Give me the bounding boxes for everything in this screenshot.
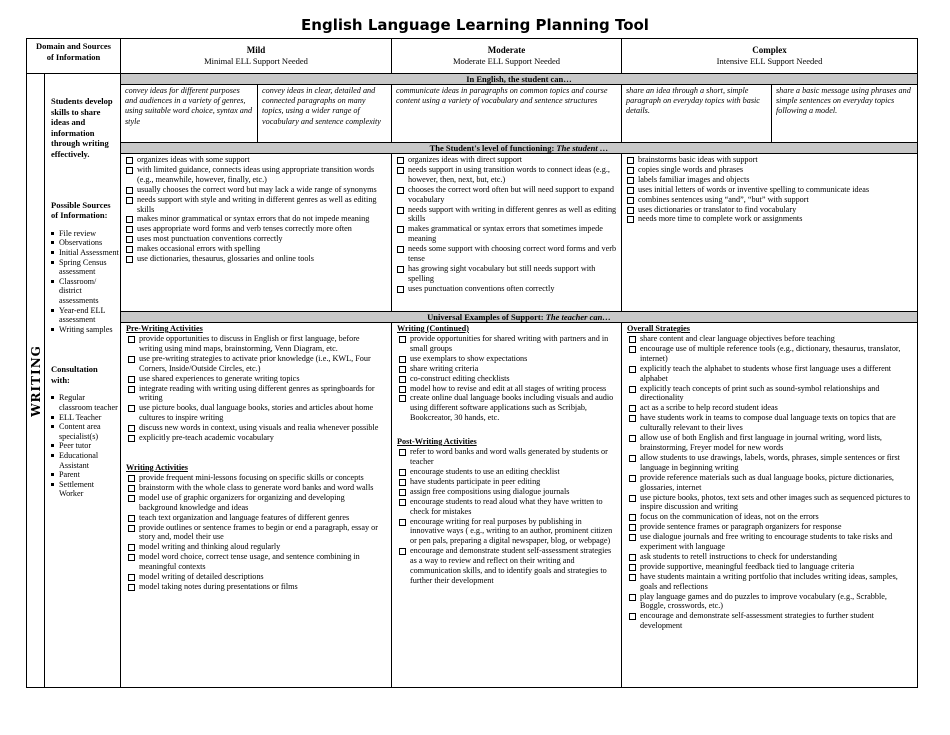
consult-item: Settlement Worker: [51, 480, 120, 499]
consult-item: Educational Assistant: [51, 451, 120, 470]
support-item: ask students to retell instructions to check for understanding: [627, 552, 911, 562]
functioning-item: uses most punctuation conventions correctly: [124, 234, 387, 244]
support-item: encourage students to use an editing checklist: [397, 467, 615, 477]
support-item: have students maintain a writing portfolio that includes writing ideas, samples, goals and reflections: [627, 572, 911, 592]
support-item: explicitly teach the alphabet to students whose first language uses a different alphabet: [627, 364, 911, 384]
support-item: model use of graphic organizers for organizing and developing background knowledge and ideas: [126, 493, 385, 513]
support-item: encourage use of multiple reference tools (e.g., dictionary, thesaurus, translator, internet): [627, 344, 911, 364]
support-item: assign free compositions using dialogue journals: [397, 487, 615, 497]
consult-item: Parent: [51, 470, 120, 480]
header-mild-name: Mild: [246, 45, 266, 55]
postwriting-list: [397, 447, 615, 586]
band-functioning-italic: The student …: [556, 143, 609, 153]
functioning-item: organizes ideas with some support: [124, 155, 387, 165]
functioning-item: use dictionaries, thesaurus, glossaries and online tools: [124, 254, 387, 264]
can-complex-a: share an idea through a short, simple paragraph on everyday topics with basic details.: [621, 85, 771, 142]
writing-list: [126, 473, 385, 592]
support-item: model taking notes during presentations or films: [126, 582, 385, 592]
planning-table: [26, 38, 918, 688]
support-item: create online dual language books including visuals and audio using different software applications such as Scribjab, Bookcreator, 30 hands, etc.: [397, 393, 615, 423]
source-item: Classroom/ district assessments: [51, 277, 120, 306]
support-item: provide opportunities for shared writing with partners and in small groups: [397, 334, 615, 354]
sidebar-sources-list: [45, 229, 120, 335]
can-mild-a: convey ideas for different purposes and audiences in a variety of genres, using suitable word choice, syntax and style: [120, 85, 257, 142]
header-mild: [120, 39, 391, 73]
functioning-moderate-list: [395, 155, 617, 294]
can-complex-b: share a basic message using phrases and simple sentences on everyday topics following a model.: [771, 85, 917, 142]
functioning-item: has growing sight vocabulary but still needs support with spelling: [395, 264, 617, 284]
functioning-item: uses punctuation conventions often correctly: [395, 284, 617, 294]
support-item: provide frequent mini-lessons focusing on specific skills or concepts: [126, 473, 385, 483]
functioning-item: labels familiar images and objects: [625, 175, 913, 185]
functioning-item: makes grammatical or syntax errors that sometimes impede meaning: [395, 224, 617, 244]
source-item: Initial Assessment: [51, 248, 120, 258]
functioning-item: needs support with writing in different genres as well as editing skills: [395, 205, 617, 225]
support-item: explicitly pre-teach academic vocabulary: [126, 433, 385, 443]
functioning-complex-list: [625, 155, 913, 224]
functioning-item: brainstorms basic ideas with support: [625, 155, 913, 165]
support-item: have students work in teams to compose dual language texts on topics that are culturally relevant to their lives: [627, 413, 911, 433]
band-support-italic: The teacher can…: [545, 312, 611, 322]
functioning-item: needs support in using transition words to connect ideas (e.g., however, then, next, but, etc.): [395, 165, 617, 185]
prewriting-heading: Pre-Writing Activities: [126, 324, 203, 333]
consult-item: Regular classroom teacher: [51, 393, 120, 412]
sidebar-consult-list: [45, 393, 120, 499]
support-item: act as a scribe to help record student ideas: [627, 403, 911, 413]
support-item: brainstorm with the whole class to generate word banks and word walls: [126, 483, 385, 493]
band-support-prefix: Universal Examples of Support:: [427, 312, 546, 322]
support-item: provide sentence frames or paragraph organizers for response: [627, 522, 911, 532]
header-mild-sub: Minimal ELL Support Needed: [204, 55, 308, 66]
support-item: discuss new words in context, using visuals and realia whenever possible: [126, 423, 385, 433]
support-item: provide opportunities to discuss in English or first language, before writing using mind maps, brainstorming, Venn Diagram, etc.: [126, 334, 385, 354]
sidebar: [44, 73, 120, 687]
support-item: model how to revise and edit at all stages of writing process: [397, 384, 615, 394]
support-item: explicitly teach concepts of print such as sound-symbol relationships and directionality: [627, 384, 911, 404]
functioning-moderate: [391, 154, 621, 311]
support-item: allow use of both English and first language in journal writing, word lists, brainstorming, Freyer model for new words: [627, 433, 911, 453]
functioning-item: makes occasional errors with spelling: [124, 244, 387, 254]
header-moderate-name: Moderate: [487, 45, 526, 55]
support-item: integrate reading with writing using different genres as springboards for writing: [126, 384, 385, 404]
source-item: File review: [51, 229, 120, 239]
functioning-item: copies single words and phrases: [625, 165, 913, 175]
sidebar-sources-heading: Possible Sources of Information:: [51, 199, 111, 221]
functioning-mild: [120, 154, 391, 311]
consult-item: Content area specialist(s): [51, 422, 120, 441]
prewriting-list: [126, 334, 385, 443]
header-moderate: [391, 39, 621, 73]
support-col-1: [120, 323, 391, 687]
functioning-mild-list: [124, 155, 387, 264]
functioning-item: uses initial letters of words or inventive spelling to communicate ideas: [625, 185, 913, 195]
support-item: model writing and thinking aloud regularly: [126, 542, 385, 552]
header-moderate-sub: Moderate ELL Support Needed: [452, 55, 561, 66]
source-item: Spring Census assessment: [51, 258, 120, 277]
functioning-item: uses dictionaries or translator to find vocabulary: [625, 205, 913, 215]
support-item: use picture books, photos, text sets and other images such as sequenced pictures to inspire discussion and writing: [627, 493, 911, 513]
support-item: use exemplars to show expectations: [397, 354, 615, 364]
header-domain: Domain and Sources of Information: [36, 41, 111, 62]
overall-list: [627, 334, 911, 631]
support-item: use picture books, dual language books, stories and articles about home cultures to inspire writing: [126, 403, 385, 423]
support-item: teach text organization and language features of different genres: [126, 513, 385, 523]
support-item: play language games and do puzzles to improve vocabulary (e.g., Scrabble, Boggle, crosswords, etc.): [627, 592, 911, 612]
support-item: allow students to use drawings, labels, words, phrases, simple sentences or first language in beginning writing: [627, 453, 911, 473]
support-item: use dialogue journals and free writing to encourage students to take risks and experiment with language: [627, 532, 911, 552]
domain-column: [27, 73, 44, 687]
writing-cont-heading: Writing (Continued): [397, 324, 469, 333]
support-item: encourage writing for real purposes by publishing in innovative ways ( e.g., writing to an author, prominent citizen or pen pals, preparing a digital newspaper, blog, or webpage): [397, 517, 615, 547]
support-item: model word choice, correct tense usage, and sentence combining in meaningful contexts: [126, 552, 385, 572]
band-functioning-prefix: The Student's level of functioning:: [429, 143, 557, 153]
support-item: focus on the communication of ideas, not on the errors: [627, 512, 911, 522]
support-item: use pre-writing strategies to activate prior knowledge (i.e., KWL, Four Corners, Inside/Outside Circles, etc.): [126, 354, 385, 374]
source-item: Observations: [51, 238, 120, 248]
consult-item: ELL Teacher: [51, 413, 120, 423]
header-complex-sub: Intensive ELL Support Needed: [716, 55, 823, 66]
functioning-item: needs support with style and writing in different genres as well as editing skills: [124, 195, 387, 215]
functioning-item: usually chooses the correct word but may lack a wide range of synonyms: [124, 185, 387, 195]
functioning-item: with limited guidance, connects ideas using appropriate transition words (e.g., meanwhile, however, finally, etc.): [124, 165, 387, 185]
support-col-2: [391, 323, 621, 687]
header-complex: [621, 39, 917, 73]
functioning-item: needs more time to complete work or assignments: [625, 214, 913, 224]
band-functioning: [120, 142, 917, 154]
support-item: co-construct editing checklists: [397, 374, 615, 384]
functioning-complex: [621, 154, 917, 311]
support-col-3: [621, 323, 917, 687]
functioning-item: chooses the correct word often but will need support to expand vocabulary: [395, 185, 617, 205]
functioning-item: uses appropriate word forms and verb tenses correctly more often: [124, 224, 387, 234]
postwriting-heading: Post-Writing Activities: [397, 437, 477, 447]
functioning-item: organizes ideas with direct support: [395, 155, 617, 165]
header-complex-name: Complex: [752, 45, 787, 55]
support-item: share content and clear language objectives before teaching: [627, 334, 911, 344]
domain-label: WRITING: [28, 344, 43, 417]
writing-heading: Writing Activities: [126, 462, 188, 472]
writing-cont-list: [397, 334, 615, 423]
overall-heading: Overall Strategies: [627, 324, 690, 333]
support-item: encourage and demonstrate self-assessment strategies to further student development: [627, 611, 911, 631]
can-mild-b: convey ideas in clear, detailed and connected paragraphs on many topics, using a wider range of vocabulary and sentence complexity: [257, 85, 391, 142]
support-item: encourage and demonstrate student self-assessment strategies as a way to review and reflect on their writing and communication skills, and to identify goals and strategies to further their development: [397, 546, 615, 586]
sidebar-skills: Students develop skills to share ideas and information through writing effectively.: [51, 96, 113, 159]
support-item: provide outlines or sentence frames to begin or end a paragraph, essay or story and, model their use: [126, 523, 385, 543]
functioning-item: combines sentences using “and”, “but” with support: [625, 195, 913, 205]
band-universal-support: [120, 311, 917, 323]
support-item: have students participate in peer editing: [397, 477, 615, 487]
source-item: Year-end ELL assessment: [51, 306, 120, 325]
can-moderate: communicate ideas in paragraphs on common topics and course content using a variety of vocabulary and sentence structures: [391, 85, 621, 142]
functioning-item: makes minor grammatical or syntax errors that do not impede meaning: [124, 214, 387, 224]
support-item: provide supportive, meaningful feedback tied to language criteria: [627, 562, 911, 572]
consult-item: Peer tutor: [51, 441, 120, 451]
sidebar-consult-heading: Consultation with:: [51, 364, 98, 385]
support-item: refer to word banks and word walls generated by students or teacher: [397, 447, 615, 467]
functioning-item: needs some support with choosing correct word forms and verb tense: [395, 244, 617, 264]
support-item: model writing of detailed descriptions: [126, 572, 385, 582]
support-item: provide reference materials such as dual language books, picture dictionaries, glossaries, internet: [627, 473, 911, 493]
band-student-can: In English, the student can…: [120, 73, 917, 85]
support-item: share writing criteria: [397, 364, 615, 374]
source-item: Writing samples: [51, 325, 120, 335]
support-item: encourage students to read aloud what they have written to check for mistakes: [397, 497, 615, 517]
support-item: use shared experiences to generate writing topics: [126, 374, 385, 384]
page-title: English Language Learning Planning Tool: [301, 16, 649, 34]
